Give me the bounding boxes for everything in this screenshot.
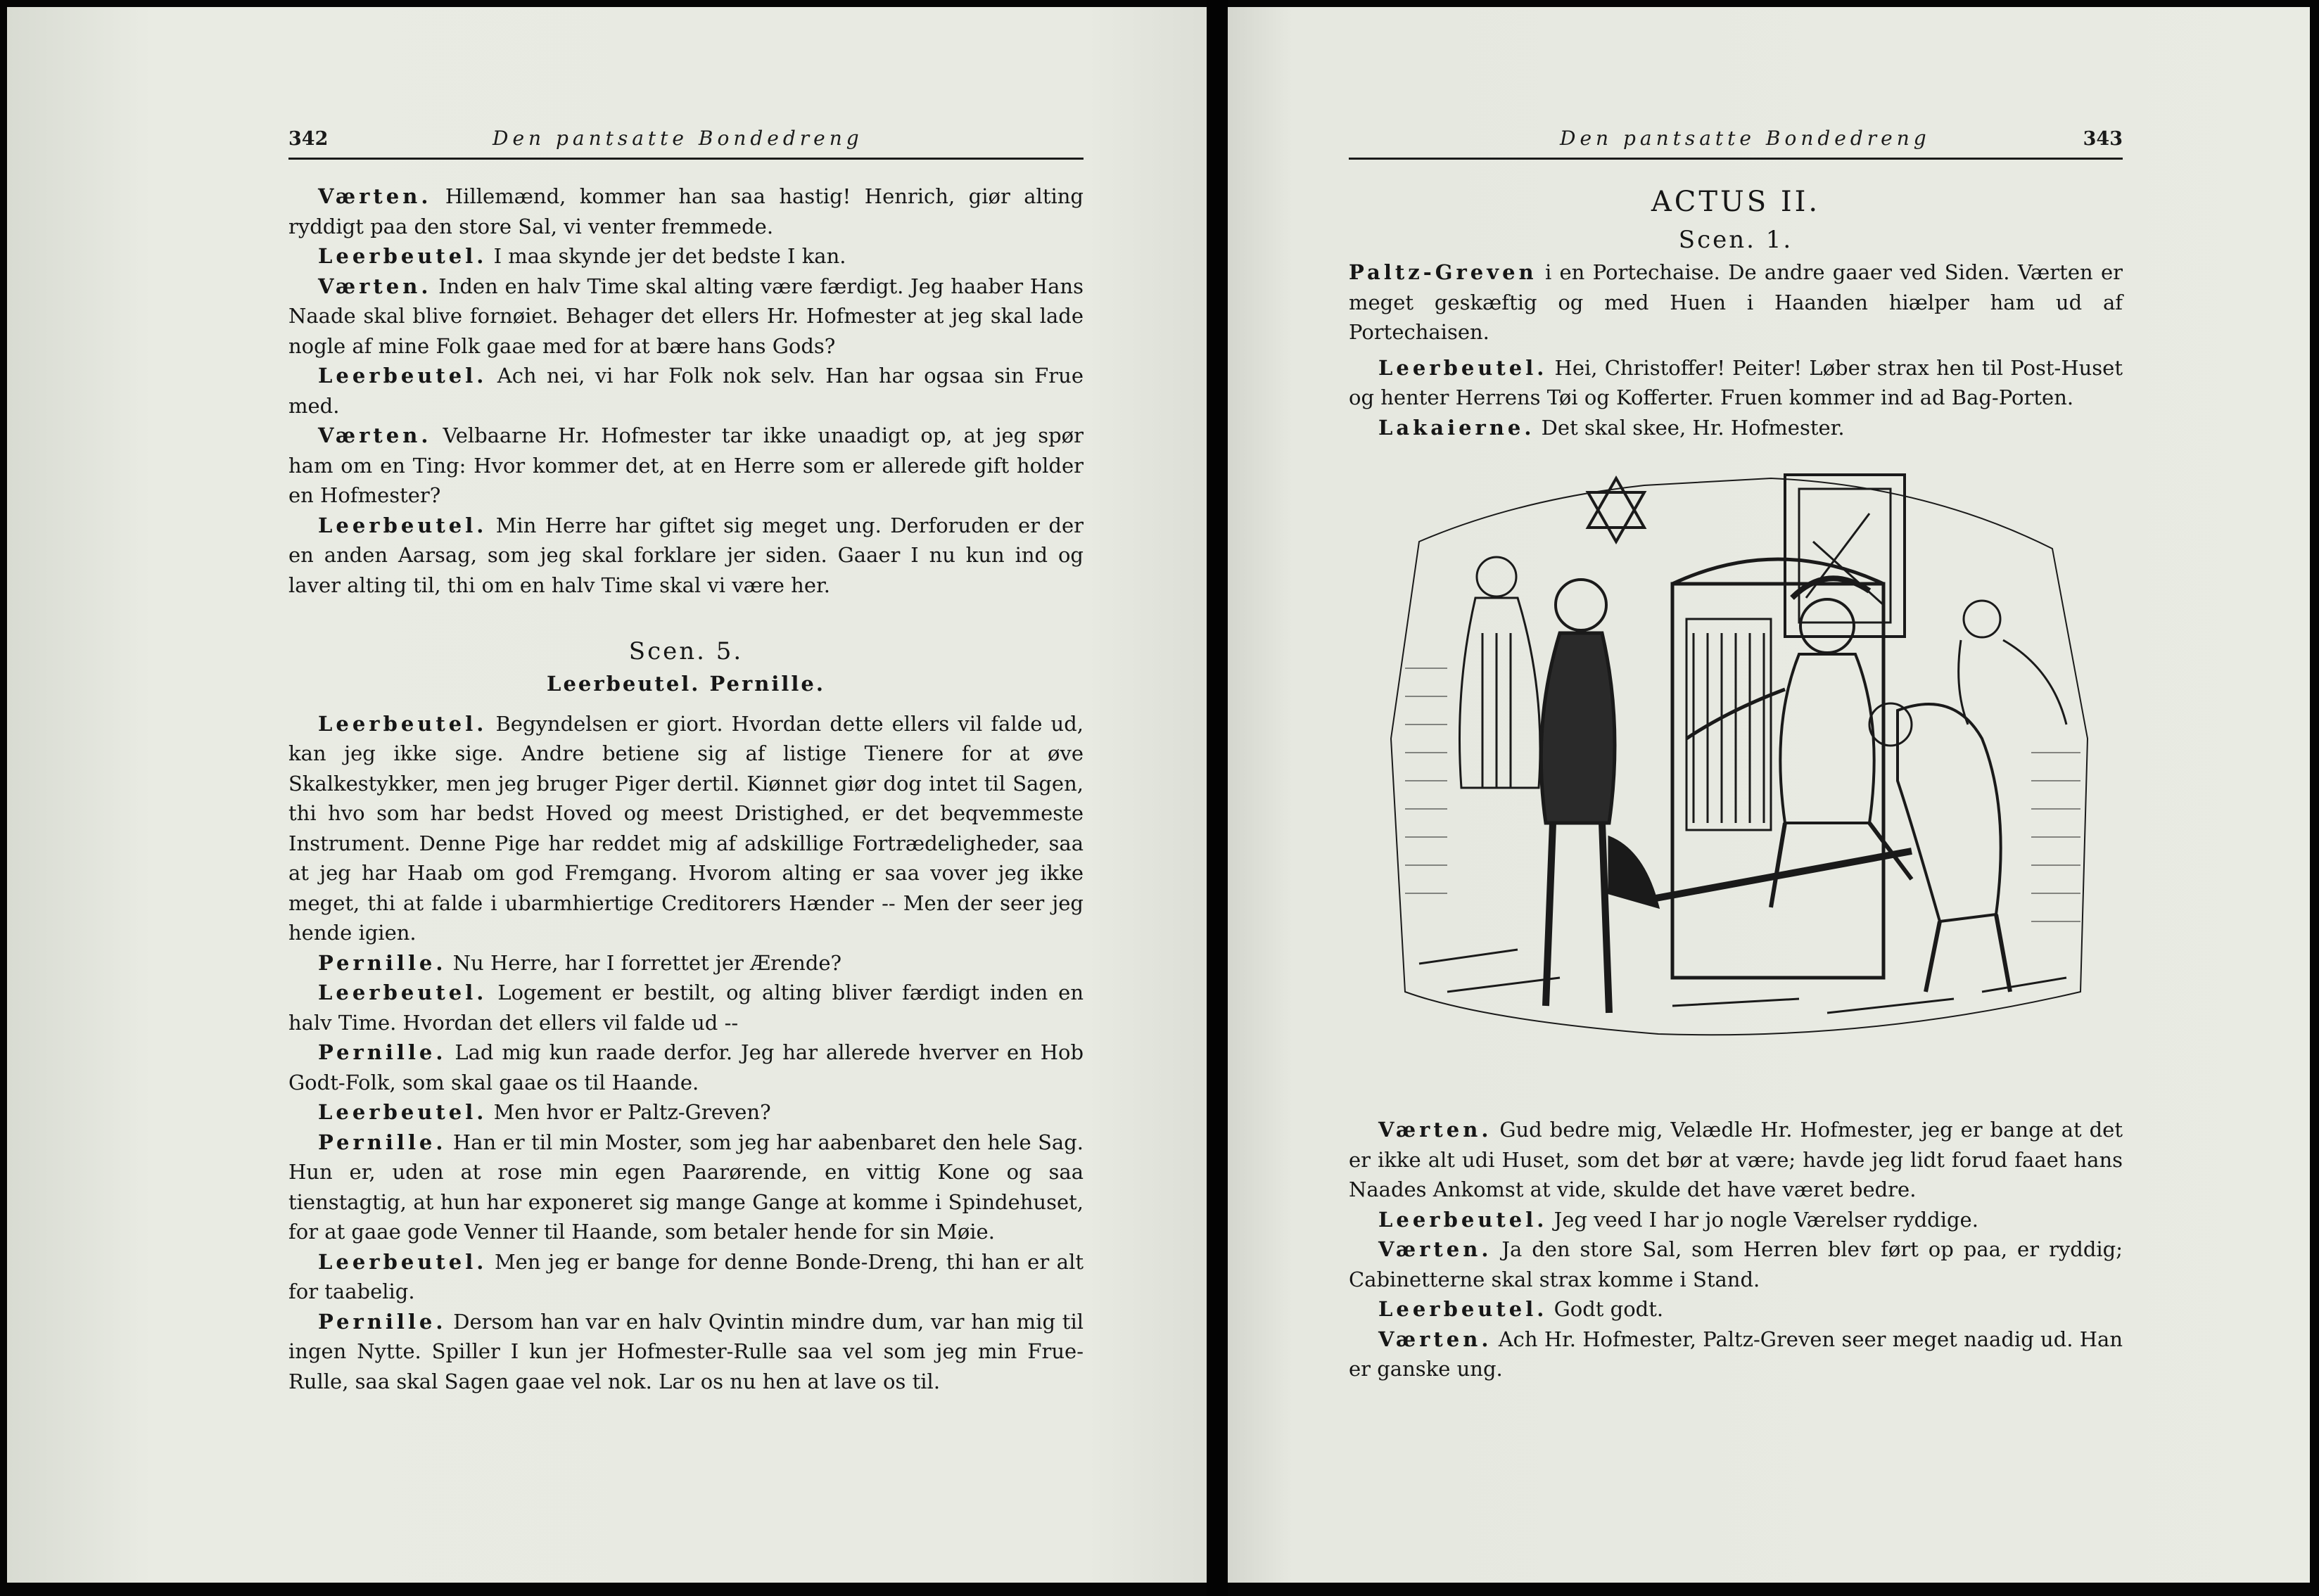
dialogue-line: Leerbeutel. Begyndelsen er giort. Hvordan dette ellers vil falde ud, kan jeg ikke sige. Andre betiene sig af listige Tienere for at øve Skalkestykker, men jeg bruger Piger dertil. Kiønnet giør dog intet til Sagen, thi hvo som har bedst Hoved og meest Dristighed, er det beqvemmeste Instrument. Denne Pige har reddet mig af adskillige Fortrædeligheder, saa at jeg har Haab om god Fremgang. Hvorom alting er saa vover jeg ikke meget, thi at falde i ubarmhiertige Creditorers Hænder -- Men der seer jeg hende igien. <box>288 711 1084 945</box>
dialogue-line: Værten. Ach Hr. Hofmester, Paltz-Greven seer meget naadig ud. Han er ganske ung. <box>1349 1327 2123 1381</box>
left-page-header <box>288 125 1084 160</box>
dialogue-line: Leerbeutel. Hei, Christoffer! Peiter! Løber strax hen til Post-Huset og henter Herrens Tøi og Kofferter. Fruen kommer ind ad Bag-Porten. <box>1349 355 2123 409</box>
dialogue-line: Pernille. Dersom han var en halv Qvintin mindre dum, var han mig til ingen Nytte. Spiller I kun jer Hofmester-Rulle saa vel som jeg min Frue-Rulle, saa skal Sagen gaae vel nok. Lar os nu hen at lave os til. <box>288 1309 1084 1393</box>
dialogue-line: Værten. Gud bedre mig, Velædle Hr. Hofmester, jeg er bange at det er ikke alt udi Huset, som det bør at være; havde jeg lidt forud faaet hans Naades Ankomst at vide, skulde det have været bedre. <box>1349 1118 2123 1201</box>
right-page-text-bottom <box>1349 1115 2123 1384</box>
dialogue-line: Leerbeutel. Godt godt. <box>1378 1297 1664 1321</box>
dialogue-line: Værten. Inden en halv Time skal alting være færdigt. Jeg haaber Hans Naade skal blive fornøiet. Behager det ellers Hr. Hofmester at jeg skal lade nogle af mine Folk gaae med for at bære hans Gods? <box>288 274 1084 358</box>
left-page-text <box>288 181 1084 1396</box>
left-page-number: 342 <box>288 128 329 150</box>
dialogue-line: Værten. Hillemænd, kommer han saa hastig! Henrich, giør alting ryddigt paa den store Sal, vi venter fremmede. <box>288 184 1084 238</box>
dialogue-line: Værten. Velbaarne Hr. Hofmester tar ikke unaadigt op, at jeg spør ham om en Ting: Hvor kommer det, at en Herre som er allerede gift holder en Hofmester? <box>288 423 1084 507</box>
right-page-text-top <box>1349 181 2123 442</box>
dialogue-line: Leerbeutel. Min Herre har giftet sig meget ung. Derforuden er der en anden Aarsag, som jeg skal forklare jer siden. Gaaer I nu kun ind og laver alting til, thi om en halv Time skal vi være her. <box>288 513 1084 597</box>
dialogue-line: Lakaierne. Det skal skee, Hr. Hofmester. <box>1378 415 1845 440</box>
book-gutter <box>1207 0 1228 1596</box>
dialogue-line: Pernille. Lad mig kun raade derfor. Jeg har allerede hverver en Hob Godt-Folk, som skal gaae os til Haande. <box>288 1040 1084 1094</box>
dialogue-line: Værten. Ja den store Sal, som Herren blev ført op paa, er ryddig; Cabinetterne skal strax komme i Stand. <box>1349 1237 2123 1291</box>
scene-title: Scen. 5. <box>628 637 744 665</box>
act-title: ACTUS II. <box>1651 186 1821 218</box>
dialogue-line: Pernille. Han er til min Moster, som jeg har aabenbaret den hele Sag. Hun er, uden at rose min egen Paarørende, en vittig Kone og saa tienstagtig, at hun har exponeret sig mange Gange at komme i Spindehuset, for at gaae gode Venner til Haande, som betaler hende for sin Møie. <box>288 1130 1084 1244</box>
dialogue-line: Leerbeutel. Men jeg er bange for denne Bonde-Dreng, thi han er alt for taabelig. <box>288 1249 1084 1303</box>
dialogue-line: Leerbeutel. Logement er bestilt, og alting bliver færdigt inden en halv Time. Hvordan det ellers vil falde ud -- <box>288 981 1084 1035</box>
dialogue-line: Pernille. Nu Herre, har I forrettet jer Ærende? <box>318 950 842 975</box>
left-page <box>7 7 1207 1583</box>
dialogue-line: Leerbeutel. Men hvor er Paltz-Greven? <box>318 1100 771 1124</box>
right-page-number: 343 <box>2083 128 2123 150</box>
scene-cast: Leerbeutel. Pernille. <box>547 672 825 696</box>
left-running-head: Den pantsatte Bondedreng <box>493 127 863 150</box>
engraving-illustration <box>1377 457 2095 1062</box>
dialogue-line: Leerbeutel. Ach nei, vi har Folk nok selv. Han har ogsaa sin Frue med. <box>288 364 1084 418</box>
stage-direction: Paltz-Greven i en Portechaise. De andre gaaer ved Siden. Værten er meget geskæftig og med Huen i Haanden hiælper ham ud af Portechaisen. <box>1349 260 2123 344</box>
right-page <box>1228 7 2310 1583</box>
right-page-header <box>1349 125 2123 160</box>
dialogue-line: Leerbeutel. Jeg veed I har jo nogle Værelser ryddige. <box>1378 1207 1978 1232</box>
scene-title: Scen. 1. <box>1678 226 1793 254</box>
right-running-head: Den pantsatte Bondedreng <box>1560 127 1931 150</box>
dialogue-line: Leerbeutel. I maa skynde jer det bedste I kan. <box>318 244 846 268</box>
